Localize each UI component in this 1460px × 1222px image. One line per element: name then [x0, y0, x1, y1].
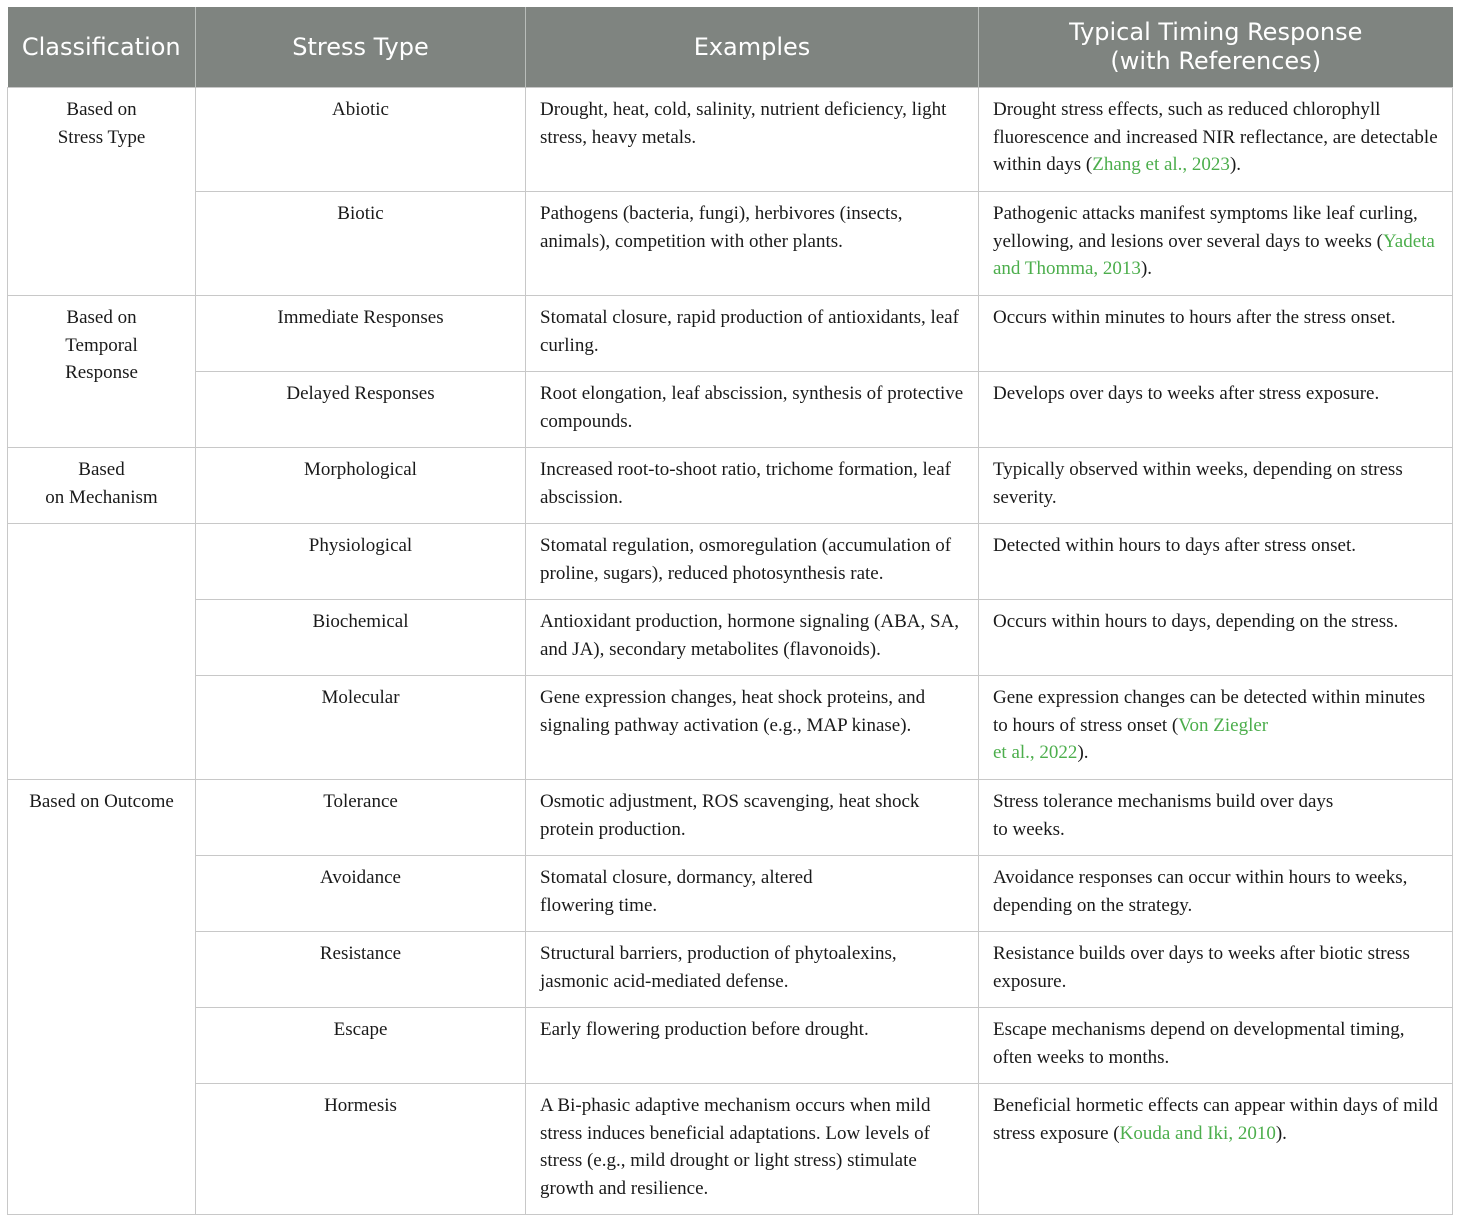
- stress-type-cell: Immediate Responses: [196, 296, 526, 372]
- reference-link[interactable]: Yadeta and Thomma, 2013: [993, 230, 1435, 279]
- timing-cell: [979, 88, 1453, 192]
- table-row: [8, 932, 1453, 1008]
- timing-cell: Avoidance responses can occur within hours to weeks, depending on the strategy.: [979, 856, 1453, 932]
- reference-link[interactable]: Kouda and Iki, 2010: [1119, 1122, 1276, 1144]
- table-row: [8, 448, 1453, 524]
- group-temporal: Based on Temporal Response: [8, 296, 196, 448]
- stress-type-cell: Abiotic: [196, 88, 526, 192]
- group-mechanism: Based on Mechanism: [8, 448, 196, 524]
- stress-type-cell: Molecular: [196, 676, 526, 780]
- examples-cell: Stomatal closure, rapid production of antioxidants, leaf curling.: [526, 296, 979, 372]
- header-timing: Typical Timing Response (with References): [979, 7, 1453, 88]
- timing-cell: Typically observed within weeks, depending on stress severity.: [979, 448, 1453, 524]
- header-row: [8, 7, 1453, 88]
- reference-link[interactable]: Zhang et al., 2023: [1092, 154, 1230, 175]
- table-row: [8, 192, 1453, 296]
- stress-type-cell: Tolerance: [196, 780, 526, 856]
- examples-cell: Osmotic adjustment, ROS scavenging, heat shock protein production.: [526, 780, 979, 856]
- timing-cell: Develops over days to weeks after stress exposure.: [979, 372, 1453, 448]
- examples-cell: Early flowering production before drought.: [526, 1008, 979, 1084]
- examples-cell: Antioxidant production, hormone signaling (ABA, SA, and JA), secondary metabolites (flavonoids).: [526, 600, 979, 676]
- timing-cell: Occurs within hours to days, depending on the stress.: [979, 600, 1453, 676]
- table-row: [8, 676, 1453, 780]
- header-stress-type: Stress Type: [196, 7, 526, 88]
- stress-type-cell: Delayed Responses: [196, 372, 526, 448]
- timing-cell: [979, 1084, 1453, 1215]
- group-outcome: Based on Outcome: [8, 780, 196, 1215]
- header-examples: Examples: [526, 7, 979, 88]
- table-row: [8, 780, 1453, 856]
- examples-cell: Increased root-to-shoot ratio, trichome formation, leaf abscission.: [526, 448, 979, 524]
- table-row: [8, 372, 1453, 448]
- timing-cell: Occurs within minutes to hours after the stress onset.: [979, 296, 1453, 372]
- stress-type-cell: Biochemical: [196, 600, 526, 676]
- stress-type-cell: Physiological: [196, 524, 526, 600]
- timing-text: Drought stress effects, such as reduced chlorophyll fluorescence and increased NIR reflectance, are detectable within days (: [993, 99, 1438, 175]
- examples-cell: Stomatal regulation, osmoregulation (accumulation of proline, sugars), reduced photosynthesis rate.: [526, 524, 979, 600]
- examples-cell: A Bi-phasic adaptive mechanism occurs when mild stress induces beneficial adaptations. Low levels of stress (e.g., mild drought or light stress) stimulate growth and resilience.: [526, 1084, 979, 1215]
- timing-text: Beneficial hormetic effects can appear within days of mild stress exposure (: [993, 1095, 1438, 1144]
- stress-type-cell: Avoidance: [196, 856, 526, 932]
- reference-link[interactable]: Von Ziegler et al., 2022: [993, 714, 1269, 763]
- table-row: [8, 88, 1453, 192]
- examples-cell: Pathogens (bacteria, fungi), herbivores (insects, animals), competition with other plants.: [526, 192, 979, 296]
- timing-text: Pathogenic attacks manifest symptoms like leaf curling, yellowing, and lesions over several days to weeks (: [993, 203, 1418, 252]
- examples-cell: Stomatal closure, dormancy, altered flowering time.: [526, 856, 979, 932]
- stress-type-cell: Escape: [196, 1008, 526, 1084]
- stress-classification-table: [7, 7, 1453, 1215]
- examples-cell: Gene expression changes, heat shock proteins, and signaling pathway activation (e.g., MAP kinase).: [526, 676, 979, 780]
- header-classification: Classification: [8, 7, 196, 88]
- table-row: [8, 524, 1453, 600]
- table-row: [8, 1008, 1453, 1084]
- timing-text-end: ).: [1077, 742, 1089, 763]
- stress-type-cell: Hormesis: [196, 1084, 526, 1215]
- timing-text-end: ).: [1140, 258, 1153, 279]
- timing-cell: Escape mechanisms depend on developmental timing, often weeks to months.: [979, 1008, 1453, 1084]
- timing-cell: [979, 192, 1453, 296]
- timing-cell: Stress tolerance mechanisms build over days to weeks.: [979, 780, 1453, 856]
- timing-cell: [979, 676, 1453, 780]
- table-row: [8, 600, 1453, 676]
- timing-cell: Detected within hours to days after stress onset.: [979, 524, 1453, 600]
- examples-cell: Structural barriers, production of phytoalexins, jasmonic acid-mediated defense.: [526, 932, 979, 1008]
- stress-type-cell: Biotic: [196, 192, 526, 296]
- examples-cell: Drought, heat, cold, salinity, nutrient deficiency, light stress, heavy metals.: [526, 88, 979, 192]
- group-blank-cell: [8, 524, 196, 780]
- stress-type-cell: Resistance: [196, 932, 526, 1008]
- timing-cell: Resistance builds over days to weeks after biotic stress exposure.: [979, 932, 1453, 1008]
- timing-text-end: ).: [1229, 154, 1242, 175]
- group-stress-type: Based on Stress Type: [8, 88, 196, 296]
- table-row: [8, 1084, 1453, 1215]
- timing-text-end: ).: [1275, 1122, 1287, 1144]
- table-row: [8, 856, 1453, 932]
- examples-cell: Root elongation, leaf abscission, synthesis of protective compounds.: [526, 372, 979, 448]
- table-row: [8, 296, 1453, 372]
- timing-text: Gene expression changes can be detected within minutes to hours of stress onset (: [993, 687, 1426, 736]
- stress-type-cell: Morphological: [196, 448, 526, 524]
